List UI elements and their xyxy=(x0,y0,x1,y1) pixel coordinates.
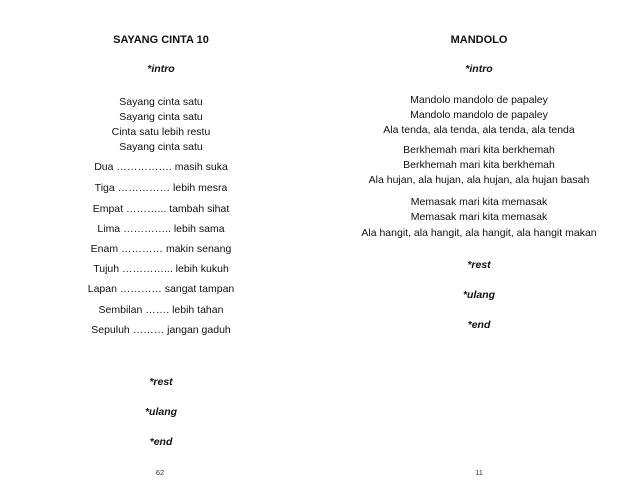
verse-line: Cinta satu lebih restu xyxy=(111,126,211,138)
count-line: Tujuh …………... lebih kukuh xyxy=(93,263,229,275)
intro-label: *intro xyxy=(465,63,493,75)
lyric-line: Mandolo mandolo de papaley xyxy=(410,109,548,121)
ulang-label: *ulang xyxy=(144,406,178,418)
lyric-line: Berkhemah mari kita berkhemah xyxy=(403,159,555,171)
count-line: Dua ……………. masih suka xyxy=(94,161,228,173)
lyric-line: Mandolo mandolo de papaley xyxy=(410,94,548,106)
rest-label: *rest xyxy=(467,259,491,271)
song-title: MANDOLO xyxy=(450,34,508,46)
page-number: 11 xyxy=(475,468,483,477)
song-title: SAYANG CINTA 10 xyxy=(113,34,209,46)
count-line: Sepuluh ……… jangan gaduh xyxy=(91,324,231,336)
verse-line: Sayang cinta satu xyxy=(119,141,203,153)
right-page xyxy=(319,0,638,493)
ulang-label: *ulang xyxy=(462,289,496,301)
lyric-line: Ala hangit, ala hangit, ala hangit, ala hangit makan xyxy=(361,227,597,239)
verse-line: Sayang cinta satu xyxy=(119,96,203,108)
lyric-line: Ala hujan, ala hujan, ala hujan, ala hujan basah xyxy=(368,174,590,186)
rest-label: *rest xyxy=(149,376,173,388)
lyric-line: Memasak mari kita memasak xyxy=(410,211,548,223)
count-line: Lima ………….. lebih sama xyxy=(97,223,225,235)
count-line: Tiga …………… lebih mesra xyxy=(94,182,228,194)
end-label: *end xyxy=(467,319,491,331)
count-line: Empat ………... tambah sihat xyxy=(92,203,230,215)
end-label: *end xyxy=(149,436,173,448)
count-line: Enam ………… makin senang xyxy=(90,243,232,255)
verse-line: Sayang cinta satu xyxy=(119,111,203,123)
lyric-line: Berkhemah mari kita berkhemah xyxy=(403,144,555,156)
lyric-line: Ala tenda, ala tenda, ala tenda, ala tenda xyxy=(383,124,575,136)
lyric-line: Memasak mari kita memasak xyxy=(410,196,548,208)
count-line: Sembilan ……. lebih tahan xyxy=(98,304,224,316)
count-line: Lapan ………… sangat tampan xyxy=(87,283,235,295)
intro-label: *intro xyxy=(147,63,175,75)
page-number: 62 xyxy=(155,468,165,477)
